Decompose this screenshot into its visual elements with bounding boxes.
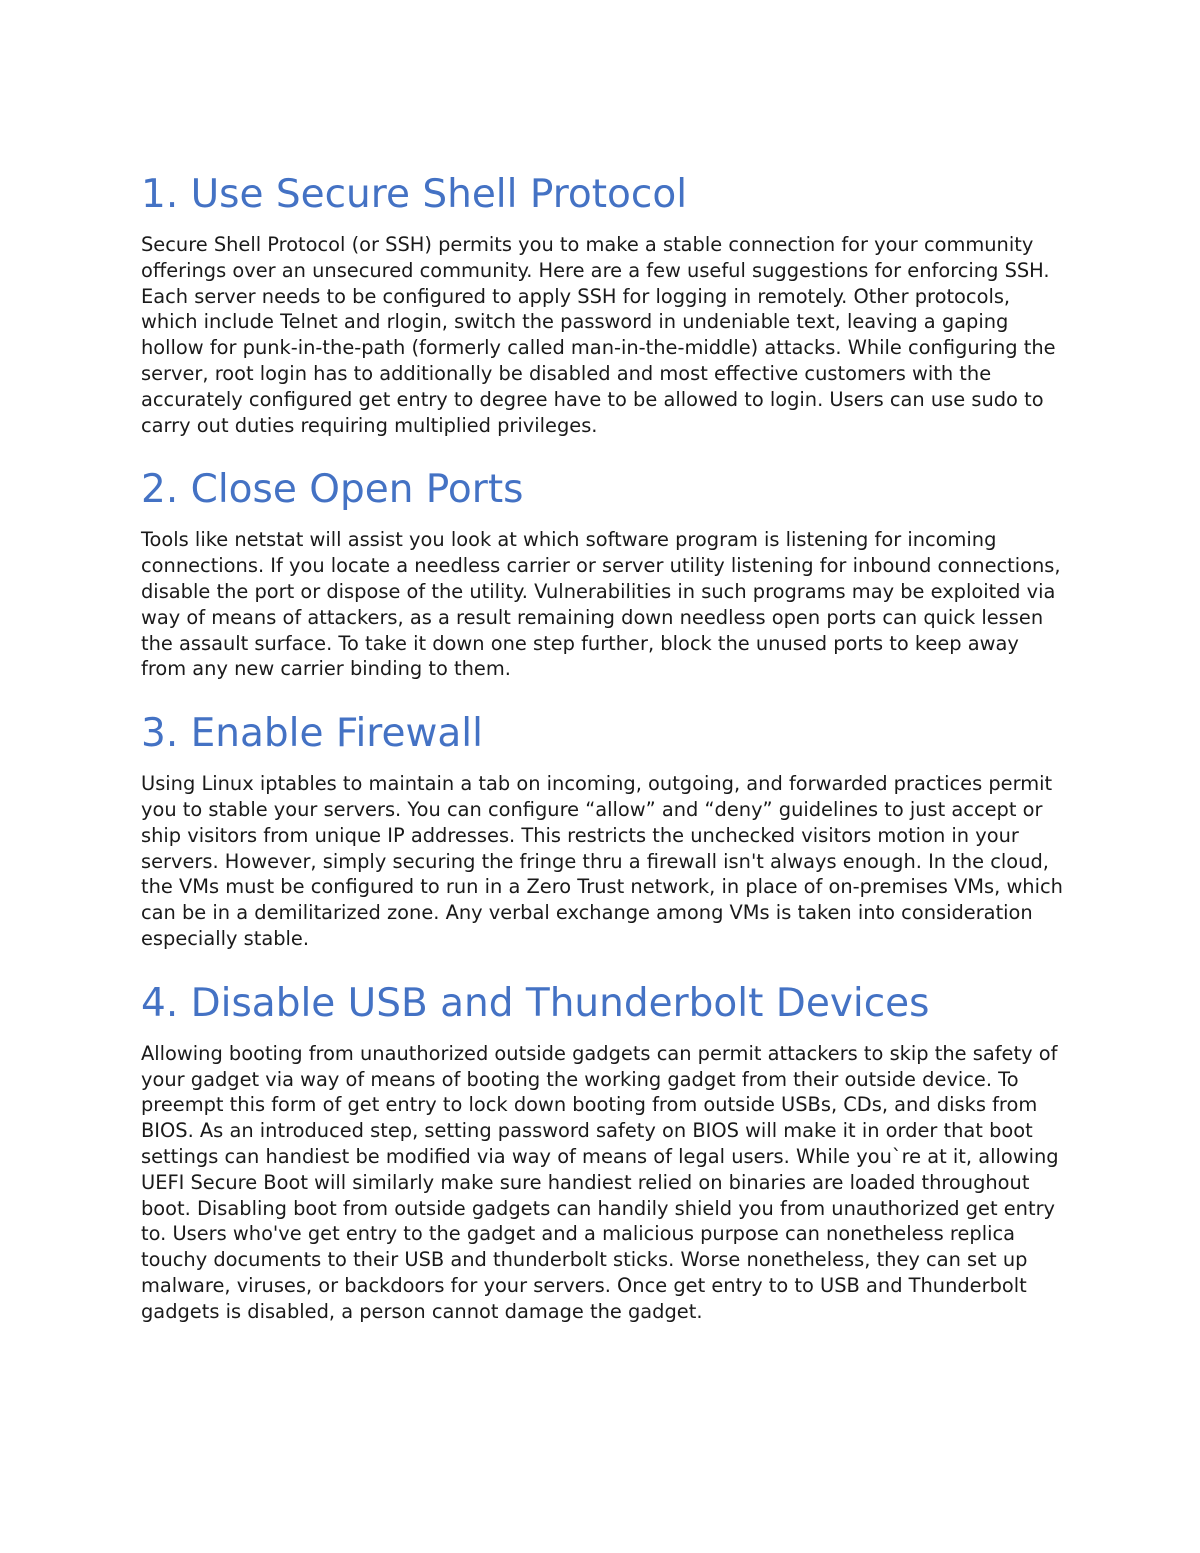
section-paragraph: Using Linux iptables to maintain a tab on incoming, outgoing, and forwarded practices permit you to stable your servers. You can configure “allow” and “deny” guidelines to just accept or ship visitors from unique IP addresses. This restricts the unchecked visitors motion in your servers. However, simply securing the fringe thru a firewall isn't always enough. In the cloud, the VMs must be configured to run in a Zero Trust network, in place of on-premises VMs, which can be in a demilitarized zone. Any verbal exchange among VMs is taken into consideration especially stable. <box>141 772 1063 950</box>
section-heading: 4. Disable USB and Thunderbolt Devices <box>141 980 930 1026</box>
section-enable-firewall <box>141 709 1066 952</box>
section-secure-shell <box>141 170 1066 438</box>
section-disable-usb <box>141 979 1066 1325</box>
section-heading: 3. Enable Firewall <box>141 711 483 757</box>
document-page <box>141 170 1066 1325</box>
section-paragraph: Tools like netstat will assist you look at which software program is listening for incoming connections. If you locate a needless carrier or server utility listening for inbound connections, disable the port or dispose of the utility. Vulnerabilities in such programs may be exploited via way of means of attackers, as a result remaining down needless open ports can quick lessen the assault surface. To take it down one step further, block the unused ports to keep away from any new carrier binding to them. <box>141 528 1061 681</box>
section-heading: 2. Close Open Ports <box>141 467 524 513</box>
section-heading: 1. Use Secure Shell Protocol <box>141 172 688 217</box>
section-close-ports <box>141 465 1066 682</box>
section-paragraph: Allowing booting from unauthorized outside gadgets can permit attackers to skip the safety of your gadget via way of means of booting the working gadget from their outside device. To preempt this form of get entry to lock down booting from outside USBs, CDs, and disks from BIOS. As an introduced step, setting password safety on BIOS will make it in order that boot settings can handiest be modified via way of means of legal users. While you`re at it, allowing UEFI Secure Boot will similarly make sure handiest relied on binaries are loaded throughout boot. Disabling boot from outside gadgets can handily shield you from unauthorized get entry to. Users who've get entry to the gadget and a malicious purpose can nonetheless replica touchy documents to their USB and thunderbolt sticks. Worse nonetheless, they can set up malware, viruses, or backdoors for your servers. Once get entry to to USB and Thunderbolt gadgets is disabled, a person cannot damage the gadget. <box>141 1041 1059 1323</box>
section-paragraph: Secure Shell Protocol (or SSH) permits you to make a stable connection for your community offerings over an unsecured community. Here are a few useful suggestions for enforcing SSH. Each server needs to be configured to apply SSH for logging in remotely. Other protocols, which include Telnet and rlogin, switch the password in undeniable text, leaving a gaping hollow for punk-in-the-path (formerly called man-in-the-middle) attacks. While configuring the server, root login has to additionally be disabled and most effective customers with the accurately configured get entry to degree have to be allowed to login. Users can use sudo to carry out duties requiring multiplied privileges. <box>141 233 1056 437</box>
